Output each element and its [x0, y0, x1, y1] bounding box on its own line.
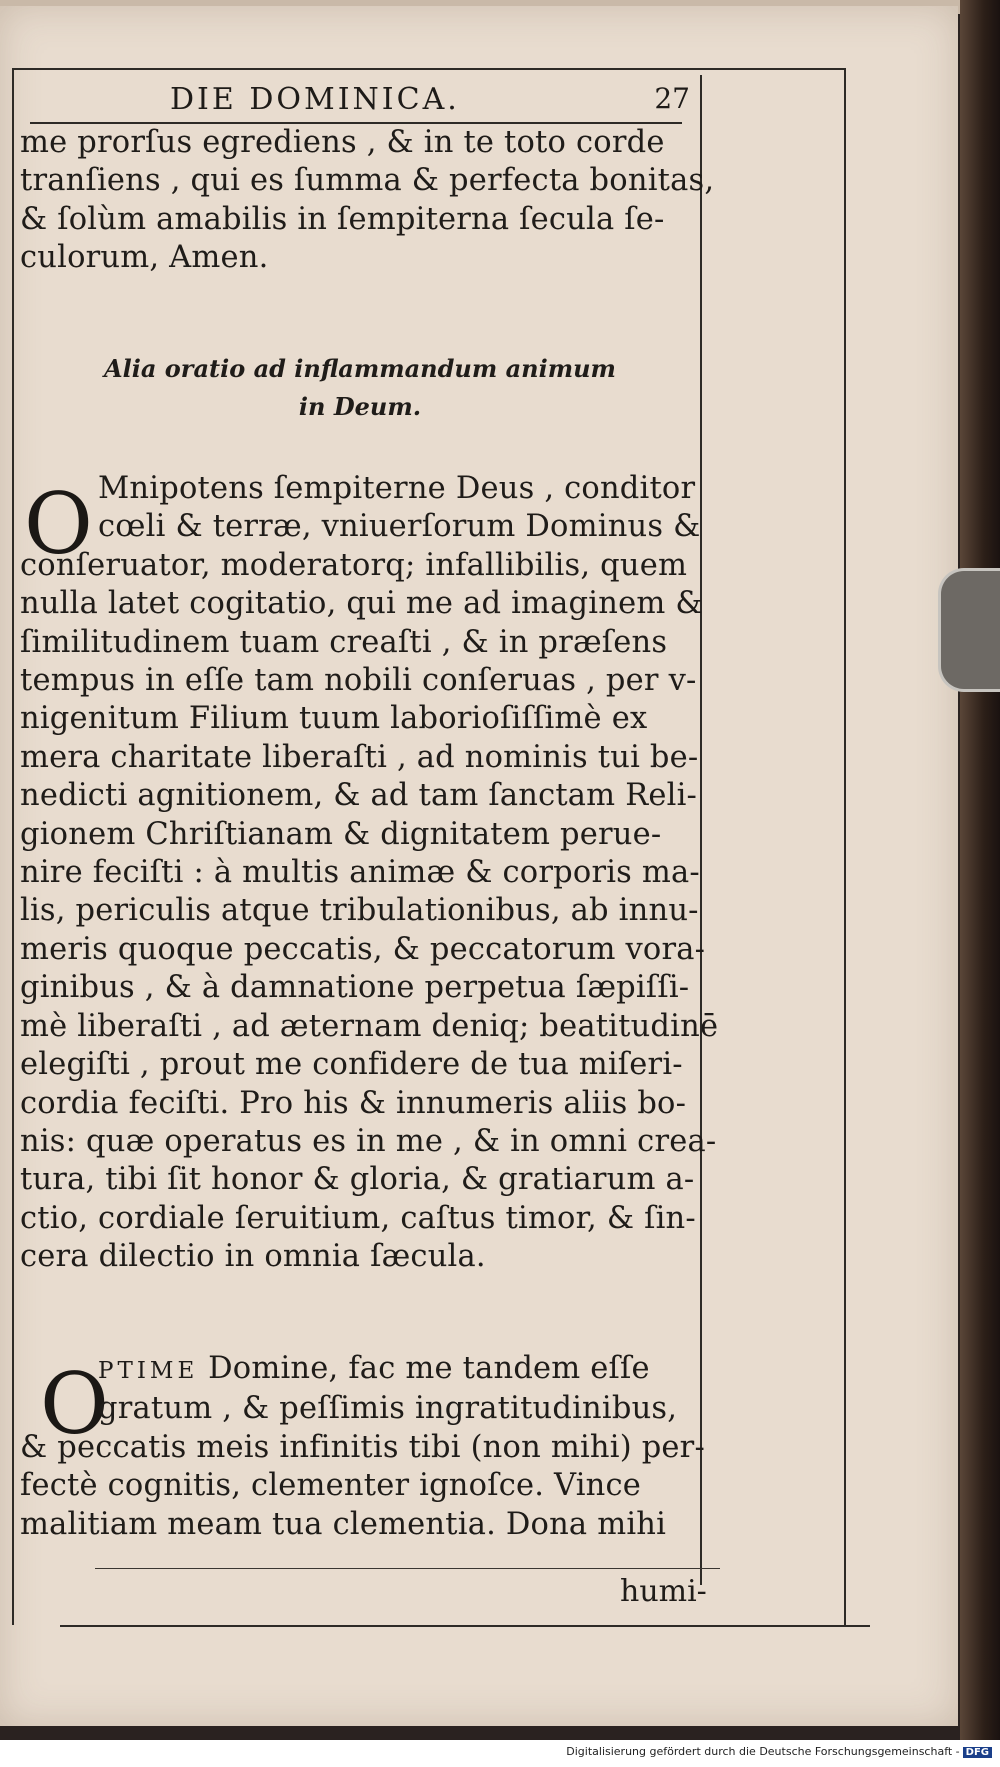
text-line: nigenitum Filium tuum laborioſiſſimè ex	[20, 701, 648, 737]
text-line: cordia feciſti. Pro his & innumeris aliis bo-	[20, 1085, 687, 1121]
text-line: me prorſus egrediens , & in te toto corde	[20, 125, 665, 160]
text-line: culorum, Amen.	[20, 240, 269, 276]
text-line: cœli & terræ, vniuerſorum Dominus &	[98, 509, 701, 545]
footer-credit-text: Digitalisierung gefördert durch die Deutsche Forschungsgemeinschaft -	[566, 1745, 960, 1758]
page-header	[170, 82, 690, 122]
text-line: nire feciſti : à multis animæ & corporis ma-	[20, 855, 700, 891]
prayer-paragraph	[20, 470, 719, 1277]
page-frame-bottom-rule	[60, 1625, 870, 1627]
text-line: nis: quæ operatus es in me , & in omni crea-	[20, 1123, 717, 1159]
text-line: tura, tibi ſit honor & gloria, & gratiarum a-	[20, 1162, 695, 1198]
text-line: Mnipotens ſempiterne Deus , conditor	[98, 471, 696, 506]
prayer-heading	[20, 350, 700, 426]
text-line: malitiam meam tua clementia. Dona mihi	[20, 1506, 667, 1542]
paragraph-continuation	[20, 124, 715, 278]
text-line: cera dilectio in omnia ſæcula.	[20, 1239, 486, 1275]
text-line: & ſolùm amabilis in ſempiterna ſecula ſe-	[20, 201, 665, 237]
text-line: ſimilitudinem tuam creaſti , & in præſens	[20, 624, 668, 660]
heading-line-1: Alia oratio ad inflammandum animum	[104, 354, 616, 383]
text-line: mera charitate liberaſti , ad nominis tui be-	[20, 739, 699, 775]
small-caps-word: PTIME	[98, 1358, 199, 1384]
text-line: meris quoque peccatis, & peccatorum vora-	[20, 931, 706, 967]
text-line: & peccatis meis infinitis tibi (non mihi) per-	[20, 1429, 705, 1465]
prayer-paragraph-2	[20, 1350, 705, 1544]
text-frame-right-rule	[700, 75, 702, 1585]
running-title: DIE DOMINICA.	[170, 82, 460, 117]
footer-credit	[566, 1745, 992, 1758]
text-line: nedicti agnitionem, & ad tam ſanctam Reli-	[20, 778, 698, 814]
drop-cap: O	[24, 475, 93, 573]
catchword: humi-	[620, 1574, 707, 1609]
page-clip	[938, 568, 1000, 692]
book-binding-edge	[960, 0, 1000, 1767]
text-frame-bottom-rule	[95, 1568, 720, 1569]
text-line: fectè cognitis, clementer ignoſce. Vince	[20, 1468, 642, 1504]
text-line: elegiſti , prout me confidere de tua miſeri-	[20, 1047, 683, 1083]
dfg-logo: DFG	[963, 1747, 992, 1758]
text-line: gratum , & peſſimis ingratitudinibus,	[98, 1391, 678, 1427]
text-line: nulla latet cogitatio, qui me ad imaginem &	[20, 586, 703, 622]
text-line: lis, periculis atque tribulationibus, ab innu-	[20, 893, 699, 929]
text-line: tranſiens , qui es ſumma & perfecta bonitas,	[20, 163, 715, 199]
heading-line-2: in Deum.	[298, 392, 422, 421]
text-line: tempus in eſſe tam nobili conſeruas , per v-	[20, 663, 697, 699]
text-line: ctio, cordiale ſeruitium, caſtus timor, & ſin-	[20, 1200, 696, 1236]
text-line: conſeruator, moderatorq; infallibilis, quem	[20, 547, 688, 583]
text-line-rest: Domine, fac me tandem eſſe	[198, 1351, 650, 1386]
text-line: gionem Chriſtianam & dignitatem perue-	[20, 816, 662, 852]
digitization-footer	[0, 1740, 1000, 1767]
drop-cap: O	[40, 1355, 109, 1453]
text-line: ginibus , & à damnatione perpetua ſæpiſſi-	[20, 970, 690, 1006]
text-line	[20, 1350, 700, 1390]
text-line: mè liberaſti , ad æternam deniq; beatitudinē	[20, 1008, 719, 1044]
page-number: 27	[654, 82, 690, 115]
